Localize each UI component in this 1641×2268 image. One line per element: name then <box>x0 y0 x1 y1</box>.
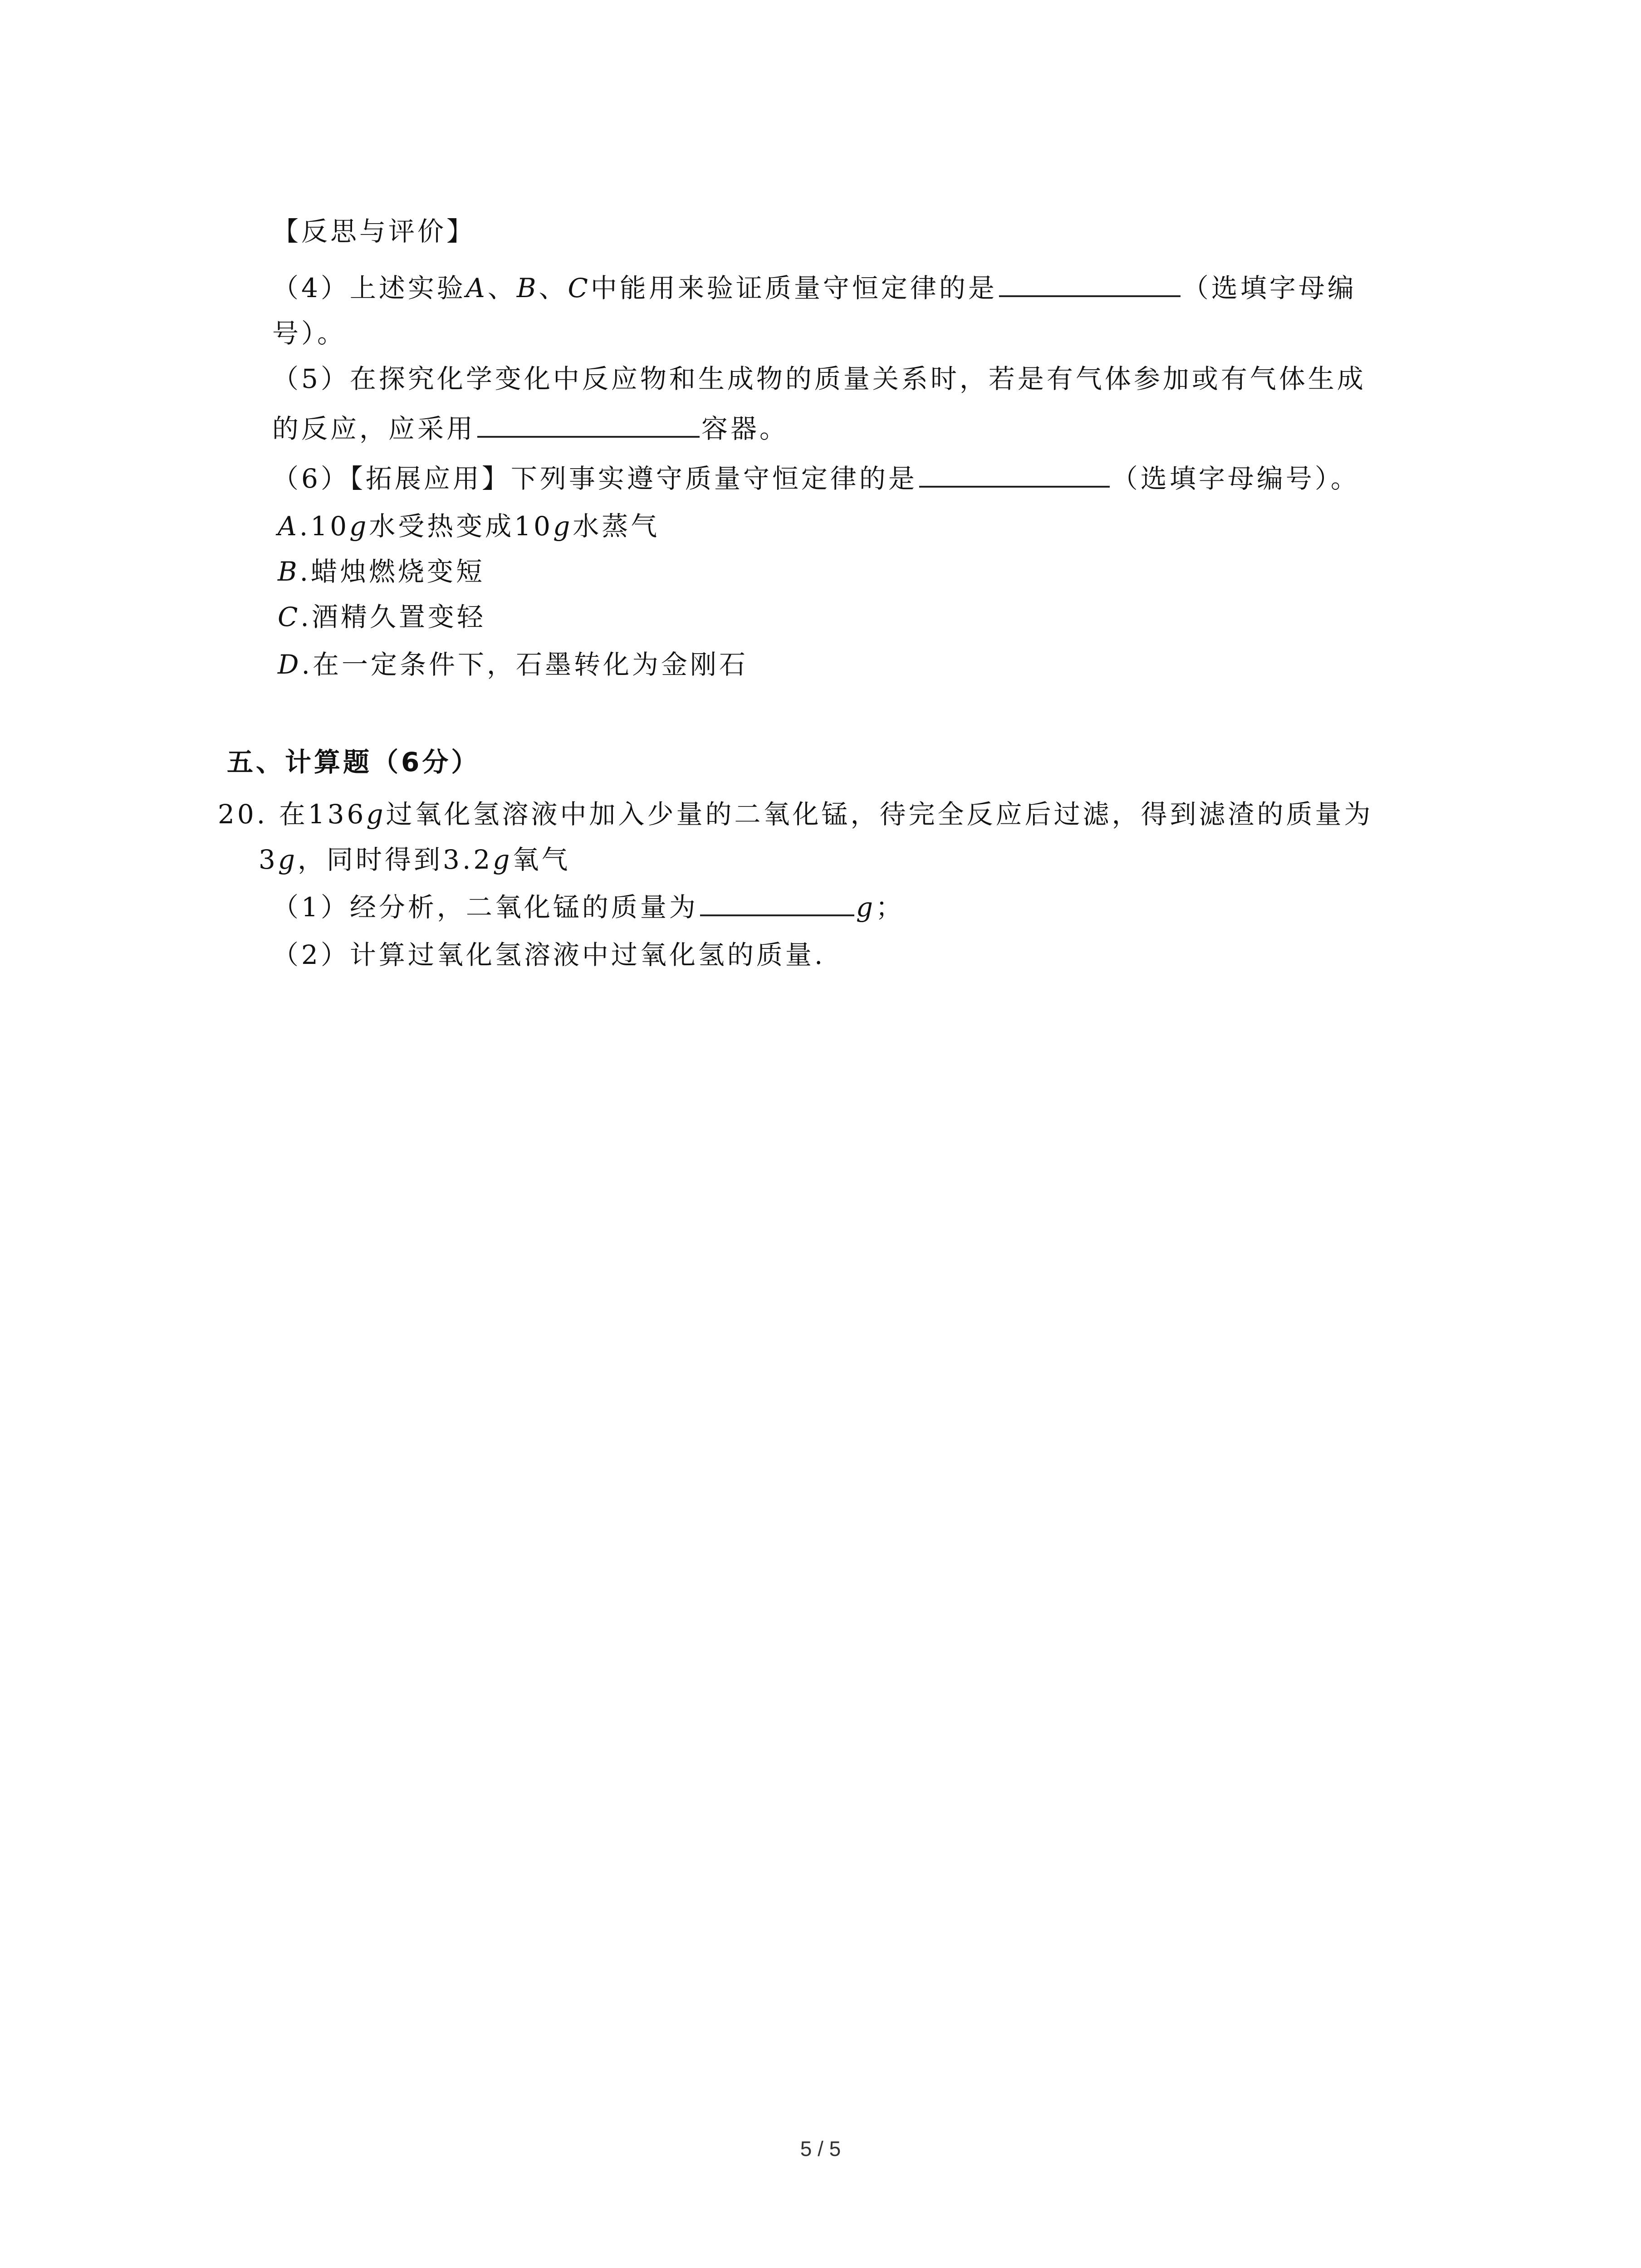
answer-blank-q4[interactable] <box>999 272 1181 297</box>
option-c: C.酒精久置变轻 <box>278 601 486 632</box>
question-20-sub-2: （2）计算过氧化氢溶液中过氧化氢的质量. <box>272 939 826 970</box>
answer-blank-q5[interactable] <box>477 412 700 438</box>
question-4-line-2: 号）。 <box>272 318 347 349</box>
question-20-line-1: 20. 在136g过氧化氢溶液中加入少量的二氧化锰，待完全反应后过滤，得到滤渣的质量为 <box>218 799 1373 830</box>
option-a: A.10g水受热变成10g水蒸气 <box>278 511 660 542</box>
option-d: D.在一定条件下，石墨转化为金刚石 <box>278 649 748 680</box>
question-number: 20. <box>218 799 268 830</box>
page-number: 5 / 5 <box>800 2137 841 2160</box>
reflection-heading: 【反思与评价】 <box>272 216 476 247</box>
question-5-line-1: （5）在探究化学变化中反应物和生成物的质量关系时，若是有气体参加或有气体生成 <box>272 363 1366 394</box>
answer-blank-q20-1[interactable] <box>700 891 854 916</box>
section-title: 五、计算题（6分） <box>227 747 480 777</box>
question-6-line: （6）【拓展应用】下列事实遵守质量守恒定律的是 （选填字母编号）。 <box>272 463 1360 494</box>
option-b: B.蜡烛燃烧变短 <box>278 556 485 587</box>
question-20-line-2: 3g，同时得到3.2g氧气 <box>259 844 571 875</box>
question-4-line-1: （4）上述实验A、B、C中能用来验证质量守恒定律的是 （选填字母编 <box>272 273 1357 303</box>
answer-blank-q6[interactable] <box>919 462 1110 488</box>
question-20-sub-1: （1）经分析，二氧化锰的质量为 g； <box>272 892 905 923</box>
question-5-line-2: 的反应，应采用 容器。 <box>272 413 789 444</box>
